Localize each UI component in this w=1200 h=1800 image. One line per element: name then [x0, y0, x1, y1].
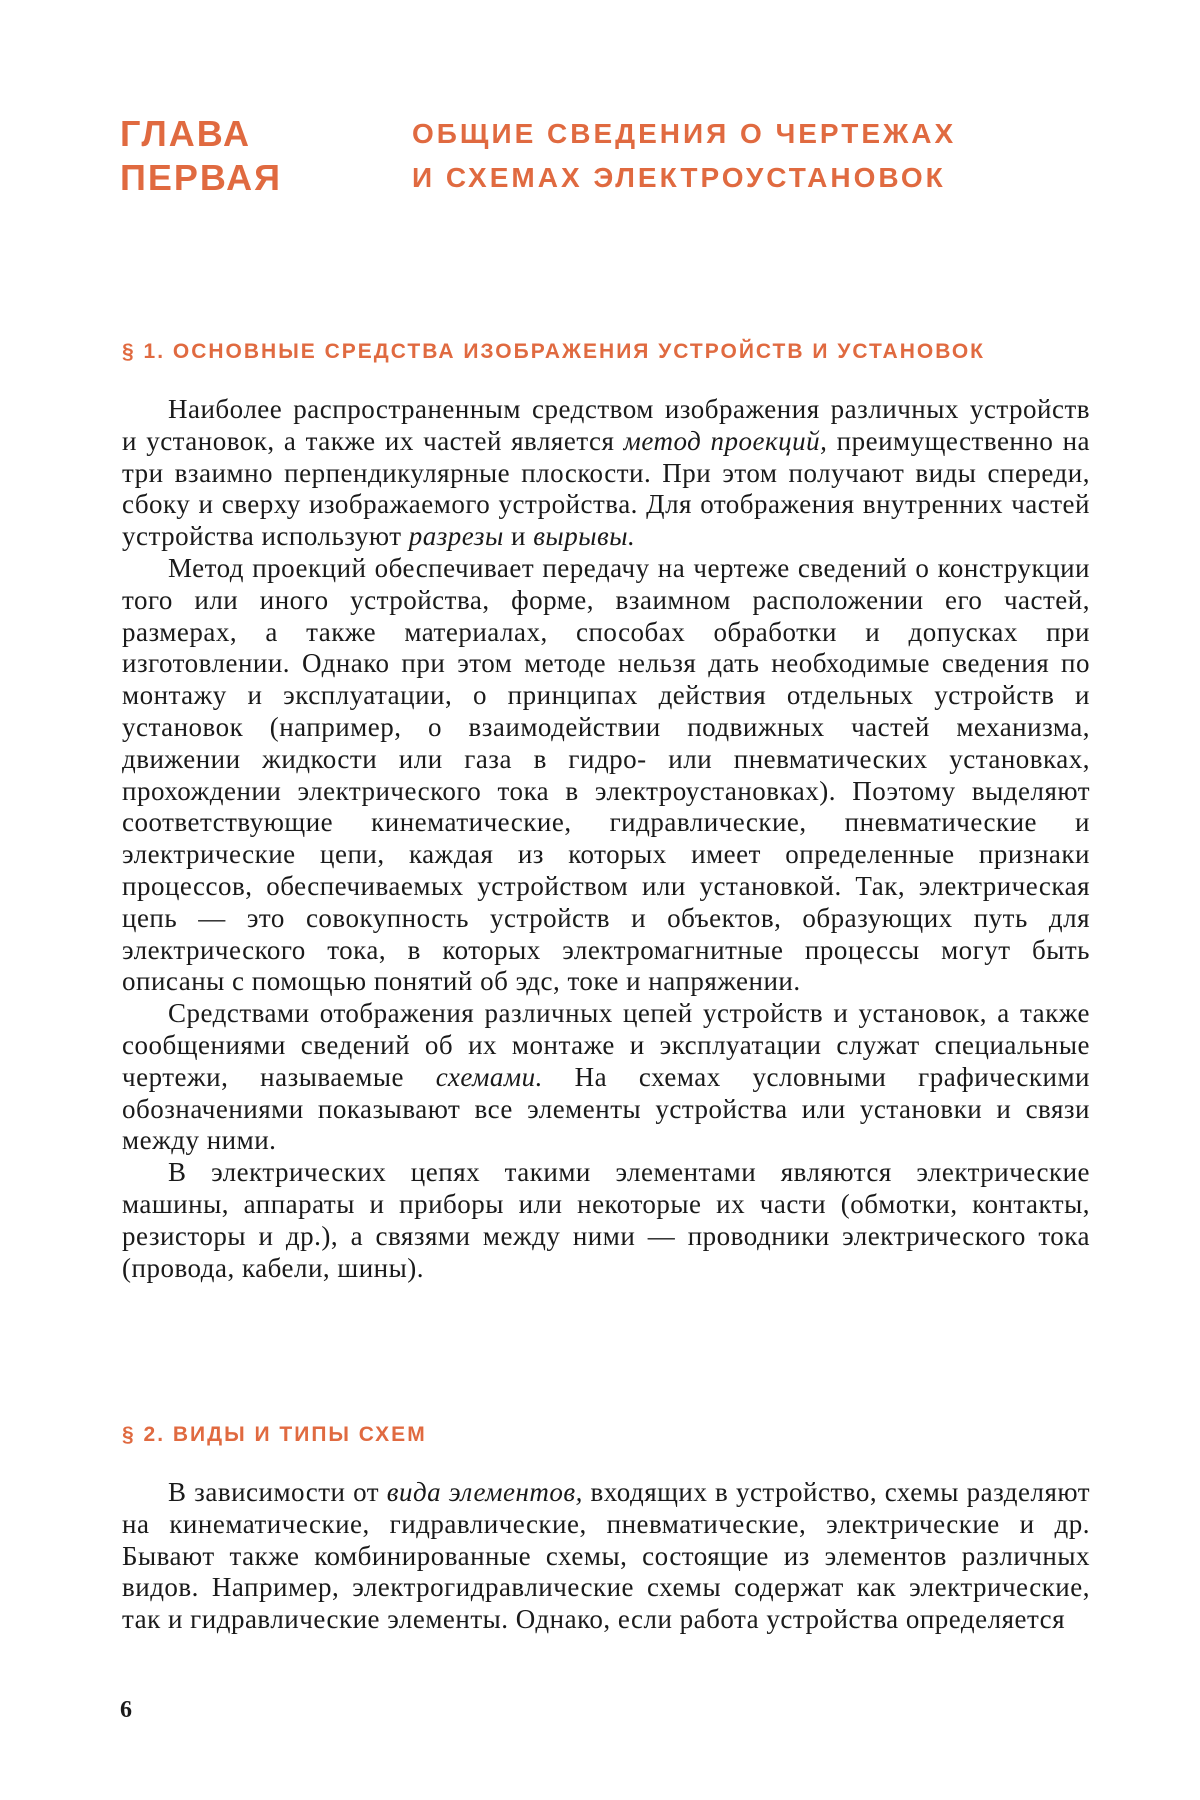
- italic-term: метод проекций,: [623, 425, 828, 456]
- italic-term: разрезы: [408, 521, 504, 552]
- text-run: На схемах условными графическими обозначениями показывают все элементы устройства или установки и связи между ними.: [122, 1061, 1090, 1156]
- section-2-body: [122, 1477, 1090, 1636]
- text-run: и: [503, 521, 534, 552]
- paragraph: Метод проекций обеспечивает передачу на чертеже сведений о конструкции того или иного устройства, форме, взаимном расположении его частей, размерах, а также материалах, способах обработки и допусках при изготовлении. Однако при этом методе нельзя дать необходимые сведения по монтажу и эксплуатации, о принципах действия отдельных устройств и установок (например, о взаимодействии подвижных частей механизма, движении жидкости или газа в гидро- или пневматических установках, прохождении электрического тока в электроустановках). Поэтому выделяют соответствующие кинематические, гидравлические, пневматические и электрические цепи, каждая из которых имеет определенные признаки процессов, обеспечиваемых устройством или установкой. Так, электрическая цепь — это совокупность устройств и объектов, образующих путь для электрического тока, в которых электромагнитные процессы могут быть описаны с помощью понятий об эдс, токе и напряжении.: [122, 552, 1090, 997]
- chapter-label-line2: ПЕРВАЯ: [120, 157, 282, 198]
- chapter-title-line1: ОБЩИЕ СВЕДЕНИЯ О ЧЕРТЕЖАХ: [412, 118, 957, 149]
- chapter-title: [412, 112, 956, 200]
- text-run: преимущественно на три взаимно перпендикулярные плоскости. При этом получают виды спереди, сбоку и сверху изображаемого устройства. Для отображения внутренних частей устройства используют: [122, 425, 1091, 552]
- chapter-label: [120, 112, 282, 200]
- paragraph: В электрических цепях такими элементами являются электрические машины, аппараты и приборы или некоторые их части (обмотки, контакты, резисторы и др.), а связями между ними — проводники электрического тока (провода, кабели, шины).: [122, 1157, 1090, 1283]
- paragraph: [122, 394, 1090, 553]
- italic-term: вырывы.: [533, 521, 636, 552]
- paragraph: [122, 1477, 1090, 1636]
- chapter-title-line2: И СХЕМАХ ЭЛЕКТРОУСТАНОВОК: [412, 162, 946, 193]
- section-1-body: [122, 394, 1090, 1284]
- page-number: 6: [120, 1697, 132, 1723]
- section-1-heading: § 1. ОСНОВНЫЕ СРЕДСТВА ИЗОБРАЖЕНИЯ УСТРОЙСТВ И УСТАНОВОК: [122, 340, 985, 363]
- italic-term: схемами.: [435, 1061, 543, 1092]
- italic-term: вида элементов,: [386, 1477, 583, 1507]
- text-run: Средствами отображения различных цепей устройств и установок, а также сообщениями сведений об их монтаже и эксплуатации служат специальные чертежи, называемые: [122, 998, 1090, 1092]
- text-run: В зависимости от: [168, 1477, 387, 1507]
- text-run: входящих в устройство, схемы разделяют на кинематические, гидравлические, пневматические, электрические и др. Бывают также комбинированные схемы, состоящие из элементов различных видов. Например, электрогидравлические схемы содержат как электрические, так и гидравлические элементы. Однако, если работа устройства определяется: [122, 1477, 1090, 1635]
- text-run: Наиболее распространенным средством изображения различных устройств и установок, а также их частей является: [122, 394, 1090, 456]
- section-2-heading: § 2. ВИДЫ И ТИПЫ СХЕМ: [122, 1423, 427, 1446]
- paragraph: [122, 998, 1090, 1157]
- chapter-label-line1: ГЛАВА: [120, 113, 251, 154]
